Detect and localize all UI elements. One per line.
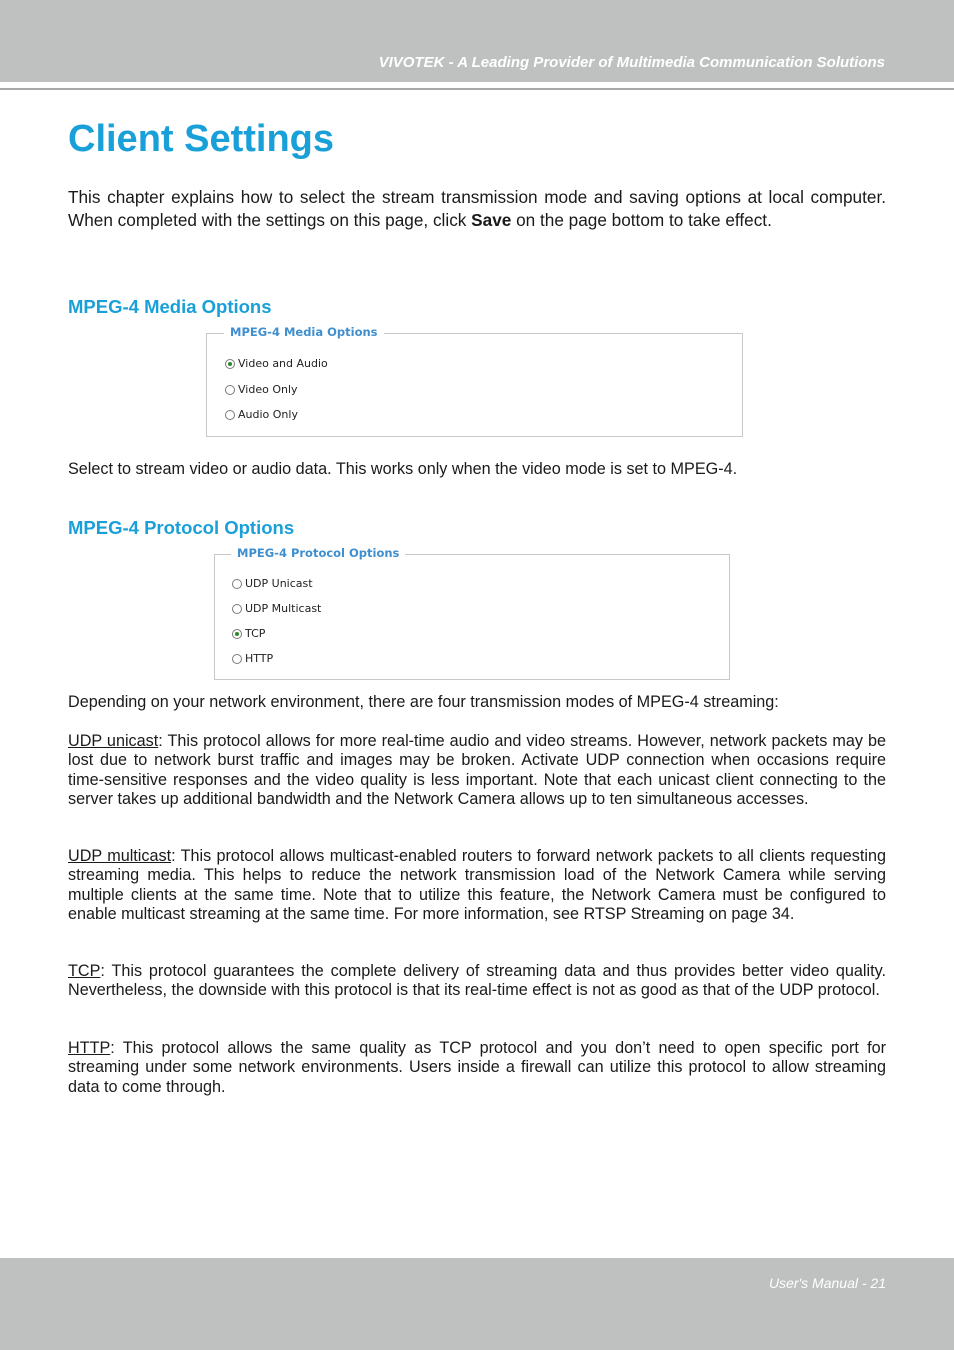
radio-label: Audio Only: [238, 408, 298, 421]
radio-unselected-icon[interactable]: [232, 654, 242, 664]
header-tagline: VIVOTEK - A Leading Provider of Multimedia Communication Solutions: [378, 54, 885, 71]
header-divider: [0, 88, 954, 90]
radio-http[interactable]: [232, 652, 273, 665]
page-number: User's Manual - 21: [768, 1275, 886, 1291]
radio-label: Video Only: [238, 383, 298, 396]
intro-paragraph: [68, 186, 886, 232]
radio-unselected-icon[interactable]: [225, 410, 235, 420]
mode-udp-multicast: [68, 847, 886, 924]
radio-udp-multicast[interactable]: [232, 602, 321, 615]
media-options-heading: MPEG-4 Media Options: [68, 296, 272, 317]
radio-unselected-icon[interactable]: [225, 385, 235, 395]
transmission-modes-intro: Depending on your network environment, there are four transmission modes of MPEG-4 streaming:: [68, 693, 779, 711]
protocol-options-heading: MPEG-4 Protocol Options: [68, 517, 295, 538]
media-options-panel: [206, 325, 743, 437]
radio-tcp[interactable]: [232, 627, 265, 640]
mode-term: HTTP: [68, 1039, 111, 1057]
radio-label: HTTP: [245, 652, 274, 665]
radio-label: TCP: [245, 627, 266, 640]
radio-video-only[interactable]: [225, 383, 298, 396]
radio-udp-unicast[interactable]: [232, 577, 313, 590]
media-options-legend: MPEG-4 Media Options: [224, 325, 384, 339]
mode-tcp: [68, 962, 886, 1001]
protocol-options-legend: MPEG-4 Protocol Options: [231, 546, 405, 560]
mode-description: : This protocol allows for more real-time audio and video streams. However, network packets may be lost due to network burst traffic and images may be broken. Activate UDP connection when occasions require time-sensitive responses and the video quality is less important. Note that each unicast client connecting to the server takes up additional bandwidth and the Network Camera allows up to ten simultaneous accesses.: [68, 732, 886, 808]
mode-description: : This protocol guarantees the complete delivery of streaming data and thus provides better video quality. Nevertheless, the downside with this protocol is that its real-time effect is not as good as that of the UDP protocol.: [68, 962, 886, 1000]
radio-unselected-icon[interactable]: [232, 579, 242, 589]
radio-selected-icon[interactable]: [232, 629, 242, 639]
radio-label: UDP Multicast: [245, 602, 322, 615]
page-header: [0, 0, 954, 82]
radio-label: Video and Audio: [238, 357, 328, 370]
mode-term: UDP multicast: [68, 847, 172, 865]
intro-text-after: on the page bottom to take effect.: [511, 210, 772, 230]
mode-http: [68, 1039, 886, 1097]
radio-selected-icon[interactable]: [225, 359, 235, 369]
mode-term: UDP unicast: [68, 732, 159, 750]
radio-label: UDP Unicast: [245, 577, 313, 590]
mode-udp-unicast: [68, 732, 886, 809]
mode-description: : This protocol allows the same quality as TCP protocol and you don’t need to open specific port for streaming under some network environments. Users inside a firewall can utilize this protocol to allow streaming data to come through.: [68, 1039, 886, 1096]
protocol-options-panel: [214, 546, 730, 680]
intro-text-before: This chapter explains how to select the stream transmission mode and saving options at local computer. When completed with the settings on this page, click: [68, 187, 886, 230]
radio-audio-only[interactable]: [225, 408, 298, 421]
page-title: Client Settings: [68, 118, 335, 160]
page-footer: [0, 1258, 954, 1350]
mode-term: TCP: [68, 962, 101, 980]
media-options-description: Select to stream video or audio data. This works only when the video mode is set to MPEG-4.: [68, 460, 738, 478]
radio-unselected-icon[interactable]: [232, 604, 242, 614]
intro-save-keyword: Save: [471, 210, 512, 230]
radio-video-and-audio[interactable]: [225, 357, 328, 370]
mode-description: : This protocol allows multicast-enabled routers to forward network packets to all clients requesting streaming media. This helps to reduce the network transmission load of the Network Camera while serving multiple clients at the same time. Note that to utilize this feature, the Network Camera must be configured to enable multicast streaming at the same time. For more information, see RTSP Streaming on page 34.: [68, 847, 886, 923]
